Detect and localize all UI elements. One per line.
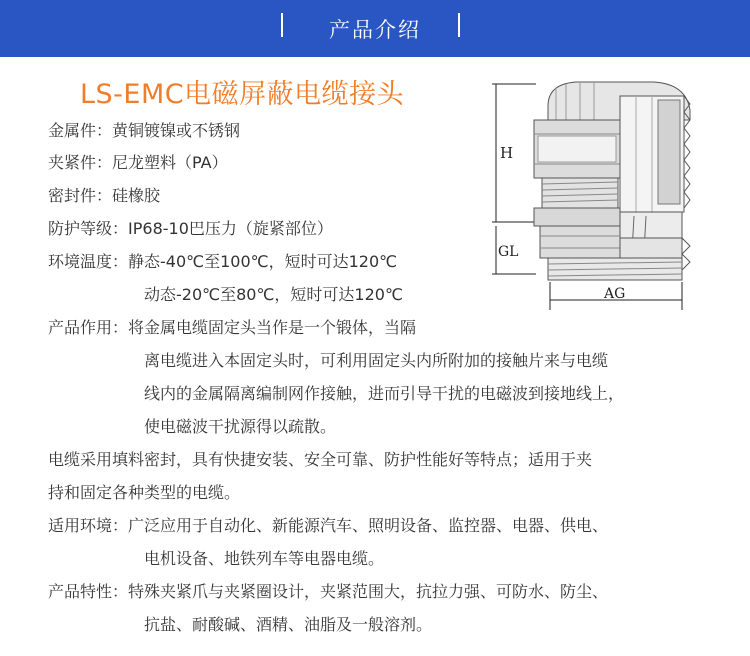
- spec-label: 密封件：: [48, 186, 113, 205]
- cable-gland-diagram: [486, 76, 716, 312]
- dim-label-h: H: [500, 144, 514, 162]
- spec-row-temperature: [48, 251, 397, 273]
- spec-value: 静态-40℃至100℃，短时可达120℃: [128, 252, 398, 271]
- spec-value: 黄铜镀镍或不锈钢: [112, 121, 241, 140]
- spec-value: 硅橡胶: [112, 186, 161, 205]
- header-divider-left: [281, 13, 283, 37]
- features-row: [48, 581, 608, 603]
- features-line: 特殊夹紧爪与夹紧圈设计，夹紧范围大，抗拉力强、可防水、防尘、: [128, 582, 609, 601]
- sealing-line: 持和固定各种类型的电缆。: [48, 483, 241, 502]
- spec-row-seal: [48, 185, 160, 207]
- product-title: LS-EMC电磁屏蔽电缆接头: [80, 79, 405, 110]
- section-header: [0, 0, 750, 57]
- environment-row: [48, 515, 608, 537]
- function-row: [48, 317, 416, 339]
- function-label: 产品作用：: [48, 318, 129, 337]
- features-line: 抗盐、耐酸碱、酒精、油脂及一般溶剂。: [144, 615, 433, 634]
- section-title: 产品介绍: [329, 17, 421, 42]
- gland-body: [534, 82, 690, 280]
- spec-row-metal: [48, 120, 240, 142]
- dim-label-ag: AG: [604, 286, 626, 302]
- function-line: 离电缆进入本固定头时，可利用固定头内所附加的接触片来与电缆: [144, 351, 609, 370]
- spec-label: 防护等级：: [48, 219, 129, 238]
- spec-label: 金属件：: [48, 121, 113, 140]
- spec-row-protection: [48, 218, 333, 240]
- environment-line: 广泛应用于自动化、新能源汽车、照明设备、监控器、电器、供电、: [128, 516, 609, 535]
- spec-value: IP68-10巴压力（旋紧部位）: [128, 219, 333, 238]
- header-divider-right: [458, 13, 460, 37]
- sealing-line: 电缆采用填料密封，具有快捷安装、安全可靠、防护性能好等特点；适用于夹: [48, 450, 593, 469]
- environment-label: 适用环境：: [48, 516, 129, 535]
- spec-value: 尼龙塑料（PA）: [112, 153, 228, 172]
- function-line: 将金属电缆固定头当作是一个锻体，当隔: [128, 318, 417, 337]
- dim-label-gl: GL: [498, 244, 519, 260]
- environment-line: 电机设备、地铁列车等电器电缆。: [144, 549, 385, 568]
- spec-row-clamp: [48, 152, 228, 174]
- features-label: 产品特性：: [48, 582, 129, 601]
- spec-label: 夹紧件：: [48, 153, 113, 172]
- spec-label: 环境温度：: [48, 252, 129, 271]
- function-line: 使电磁波干扰源得以疏散。: [144, 417, 337, 436]
- temperature-dynamic: 动态-20℃至80℃，短时可达120℃: [144, 285, 403, 304]
- function-line: 线内的金属隔离编制网作接触，进而引导干扰的电磁波到接地线上，: [144, 384, 625, 403]
